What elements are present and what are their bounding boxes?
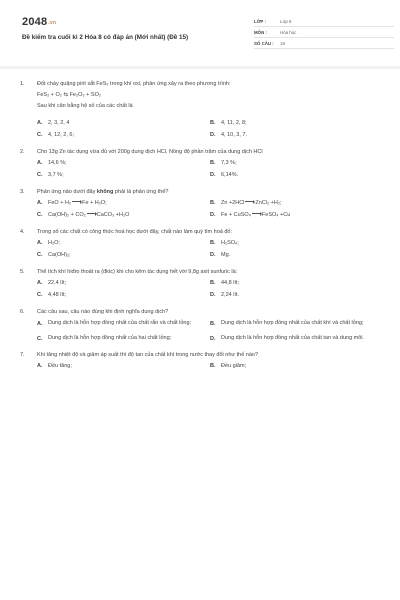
question-text: Khi tăng nhiệt độ và giảm áp suất thì độ tan của chất khí trong nước thay đổi như thế nào? <box>37 352 259 358</box>
option-key: B. <box>210 120 216 126</box>
option-d[interactable] <box>210 291 383 300</box>
option-d[interactable] <box>210 334 383 343</box>
reactants: Zn +2HCl <box>221 200 245 206</box>
option-key: A. <box>37 160 43 166</box>
option-key: C. <box>37 172 43 178</box>
option-b[interactable] <box>210 159 383 168</box>
option-key: D. <box>210 172 216 178</box>
option-key: C. <box>37 132 43 138</box>
meta-value: Lớp 8 <box>280 18 292 24</box>
option-text: Dung dịch là hỗn hợp đồng nhất của chất rắn và chất lỏng; <box>48 320 192 326</box>
option-a[interactable] <box>37 319 210 328</box>
option-text: Dung dịch là hỗn hợp đồng nhất của chất tan và dung môi. <box>221 335 365 341</box>
option-text: 3,7 %; <box>48 172 64 178</box>
option-text: 2, 3, 2, 4 <box>48 120 70 126</box>
option-b[interactable] <box>210 279 383 288</box>
meta-row-subject <box>254 27 394 38</box>
question-text <box>37 188 380 196</box>
question-number: 1. <box>20 81 25 87</box>
option-text <box>48 199 107 207</box>
products: ZnCl₂ +H₂; <box>255 200 282 206</box>
question-text: Đốt cháy quặng pirit sắt FeS₂ trong khí oxi, phản ứng xảy ra theo phương trình: <box>37 81 231 87</box>
option-key: D. <box>210 212 216 218</box>
option-b[interactable] <box>210 239 383 248</box>
option-c[interactable] <box>37 334 210 343</box>
meta-value: Hóa học <box>280 29 297 35</box>
option-text: 4, 11, 2, 8; <box>221 120 247 126</box>
question-text: Các câu sau, câu nào đúng khi định nghĩa dung dịch? <box>37 309 169 315</box>
option-a[interactable] <box>37 362 210 371</box>
question-number: 6. <box>20 309 25 315</box>
exam-title: Đề kiểm tra cuối kì 2 Hóa 8 có đáp án (Mới nhất) (Đề 15) <box>22 34 189 41</box>
question-7 <box>20 351 380 371</box>
option-key: A. <box>37 240 43 246</box>
option-b[interactable] <box>210 199 383 208</box>
meta-row-class <box>254 16 394 27</box>
option-key: C. <box>37 252 43 258</box>
option-a[interactable] <box>37 239 210 248</box>
meta-value: 18 <box>280 40 285 46</box>
question-list <box>20 80 380 379</box>
reaction-arrow-icon <box>245 201 254 202</box>
option-text <box>48 211 129 219</box>
option-key: D. <box>210 132 216 138</box>
question-text-emphasis: không <box>96 189 114 195</box>
option-text <box>221 211 290 219</box>
question-5 <box>20 268 380 300</box>
option-key: B. <box>210 240 216 246</box>
option-key: C. <box>37 292 43 298</box>
products: Fe + H₂O; <box>82 200 107 206</box>
option-text: 22,4 lít; <box>48 280 67 286</box>
option-text: 4, 10, 3, 7. <box>221 132 247 138</box>
option-text: Ca(OH)₂; <box>48 252 71 258</box>
option-text: 44,8 lít; <box>221 280 240 286</box>
question-text-pre: Phản ứng nào dưới đây <box>37 189 97 195</box>
question-3 <box>20 188 380 220</box>
question-number: 4. <box>20 229 25 235</box>
option-a[interactable] <box>37 279 210 288</box>
products: CaCO₃ +H₂O <box>96 212 130 218</box>
option-a[interactable] <box>37 159 210 168</box>
reaction-arrow-icon <box>72 201 81 202</box>
question-number: 3. <box>20 189 25 195</box>
option-key: D. <box>210 292 216 298</box>
header-divider <box>0 66 400 69</box>
question-4 <box>20 228 380 260</box>
reaction-arrow-icon <box>252 213 261 214</box>
question-text: Cho 13g Zn tác dụng vừa đủ với 200g dung dịch HCl. Nồng độ phần trăm của dung dịch HCl <box>37 149 263 155</box>
products: FeSO₄ +Cu <box>261 212 291 218</box>
question-2 <box>20 148 380 180</box>
option-text: 7,3 %; <box>221 160 237 166</box>
option-b[interactable] <box>210 119 383 128</box>
question-number: 5. <box>20 269 25 275</box>
option-key: A. <box>37 320 43 327</box>
option-key: A. <box>37 120 43 126</box>
reactants: FeO + H₂ <box>48 200 72 206</box>
logo-suffix: .vn <box>48 20 57 26</box>
option-text: Mg. <box>221 252 231 258</box>
question-1 <box>20 80 380 140</box>
logo-text: 2048 <box>22 16 48 28</box>
option-key: C. <box>37 212 43 218</box>
meta-label: LỚP : <box>254 18 266 24</box>
option-text: Đều tăng; <box>48 363 72 369</box>
meta-label: MÔN : <box>254 29 267 35</box>
option-text: H₂O; <box>48 240 60 246</box>
option-key: B. <box>210 280 216 286</box>
option-c[interactable] <box>37 211 210 220</box>
question-equation: FeS₂ + O₂ ⇆ Fe₂O₃ + SO₂ <box>37 92 101 98</box>
option-text: Dung dịch là hỗn hợp đồng nhất của chất khí và chất lỏng; <box>221 320 364 326</box>
option-key: C. <box>37 335 43 342</box>
question-text: Trong số các chất có công thức hoá học dưới đây, chất nào làm quỳ tím hoá đỏ: <box>37 229 233 235</box>
reactants: Fe + CuSO₄ <box>221 212 251 218</box>
question-6 <box>20 308 380 343</box>
question-number: 7. <box>20 352 25 358</box>
site-logo[interactable] <box>22 16 56 28</box>
meta-row-count <box>254 38 394 49</box>
option-b[interactable] <box>210 319 383 328</box>
question-note: Sau khi cân bằng hệ số của các chất là <box>37 103 133 109</box>
option-d[interactable] <box>210 211 383 220</box>
option-c[interactable] <box>37 171 210 180</box>
option-d[interactable] <box>210 251 383 260</box>
option-key: D. <box>210 335 216 342</box>
option-c[interactable] <box>37 131 210 140</box>
option-text: 2,24 lít. <box>221 292 240 298</box>
option-key: D. <box>210 252 216 258</box>
option-text: Đều giảm; <box>221 363 247 369</box>
option-key: A. <box>37 200 43 206</box>
question-text-post: phải là phản ứng thế? <box>113 189 169 195</box>
option-key: A. <box>37 280 43 286</box>
option-text: 14,6 %; <box>48 160 67 166</box>
question-number: 2. <box>20 149 25 155</box>
option-text: 4,48 lít; <box>48 292 67 298</box>
option-b[interactable] <box>210 362 383 371</box>
option-key: B. <box>210 363 216 369</box>
option-c[interactable] <box>37 291 210 300</box>
option-d[interactable] <box>210 171 383 180</box>
option-key: B. <box>210 320 216 327</box>
question-text: Thể tích khí hiđro thoát ra (đktc) khi cho kẽm tác dụng hết với 9,8g axit sunfuric là: <box>37 269 238 275</box>
meta-label: SỐ CÂU : <box>254 40 274 46</box>
option-d[interactable] <box>210 131 383 140</box>
exam-header <box>22 12 382 64</box>
option-key: B. <box>210 200 216 206</box>
reactants: Ca(OH)₂ + CO₂ <box>48 212 86 218</box>
option-key: B. <box>210 160 216 166</box>
option-text: 6,14%. <box>221 172 239 178</box>
option-a[interactable] <box>37 119 210 128</box>
option-text: Dung dịch là hỗn hợp đồng nhất của hai chất lỏng; <box>48 335 172 341</box>
option-key: A. <box>37 363 43 369</box>
option-text: 4, 12, 2, 6; <box>48 132 74 138</box>
option-c[interactable] <box>37 251 210 260</box>
option-text: H₂SO₄; <box>221 240 239 246</box>
option-a[interactable] <box>37 199 210 208</box>
option-text <box>221 199 282 207</box>
reaction-arrow-icon <box>87 213 96 214</box>
exam-meta <box>254 16 394 49</box>
